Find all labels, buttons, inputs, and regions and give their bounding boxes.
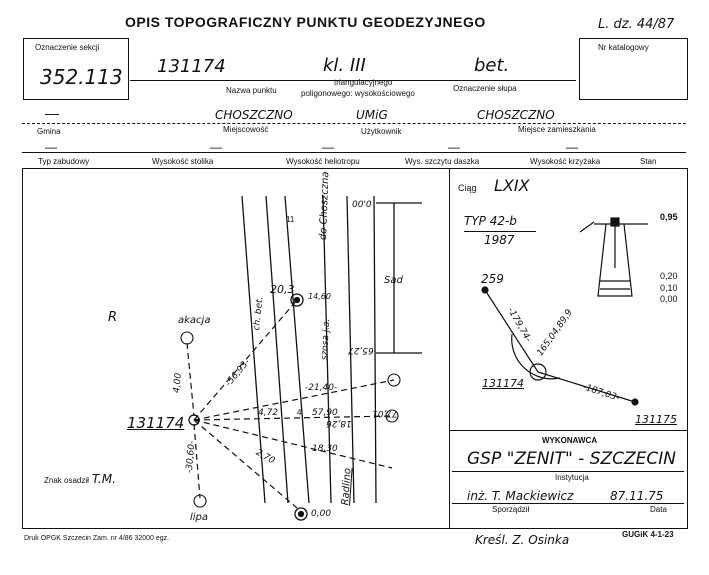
network-point-131174: 131174 [482, 377, 524, 390]
table-height-value: — [210, 140, 222, 154]
height-4: 0,00 [660, 294, 678, 304]
section-box [23, 38, 129, 100]
print-info: Druk OPGK Szczecin Zam. nr 4/86 32000 egz. [24, 535, 170, 542]
val-11: 11 [286, 215, 295, 224]
page-title: OPIS TOPOGRAFICZNY PUNKTU GEODEZYJNEGO [125, 14, 486, 30]
ciag-value: LXIX [494, 176, 530, 195]
point-class: kl. III [323, 55, 366, 76]
heliotrope-label: Wysokość heliotropu [286, 157, 360, 166]
cross-height-label: Wysokość krzyżaka [530, 157, 601, 166]
location-sketch [22, 168, 450, 528]
val-65-27: 65,27 [348, 345, 374, 355]
section-value: 352.113 [40, 65, 123, 89]
heliotrope-value: — [322, 140, 334, 154]
execution-top-line [449, 430, 687, 431]
execution-company: GSP "ZENIT" - SZCZECIN [467, 449, 676, 469]
road-label-2: szosa j.a. [320, 318, 333, 361]
author-label: Sporządził [492, 505, 530, 514]
point-name-label: Nazwa punktu [226, 86, 277, 95]
val-4-72: 4,72 [258, 408, 279, 418]
execution-author: inż. T. Mackiewicz [467, 489, 574, 503]
network-distance-1: -179,74- [505, 306, 533, 344]
val-0-00: 0,00 [311, 509, 332, 519]
build-row-line [22, 152, 686, 153]
catalog-label: Nr katalogowy [598, 43, 649, 52]
val-18-26: 18,26 [326, 418, 352, 428]
gmina-label: Gmina [37, 127, 61, 136]
post-label: Oznaczenie słupa [453, 84, 517, 93]
road-label-3: do Choszczna [318, 171, 332, 241]
val-18-30: 18,30 [312, 444, 338, 454]
height-1: 0,95 [660, 212, 678, 222]
gmina-value: — [45, 105, 59, 121]
val-20-3: 20,3 [270, 283, 295, 296]
signature-value: T.M. [92, 472, 116, 486]
institution-label: Instytucja [555, 473, 589, 482]
val-2-70: 2,70 [253, 447, 277, 467]
val-4-00: 4,00 [172, 372, 184, 394]
point-number: 131174 [157, 56, 226, 77]
table-height-label: Wysokość stolika [152, 157, 214, 166]
state-label: Stan [640, 157, 657, 166]
user-value: UMiG [356, 108, 388, 122]
height-3: 0,10 [660, 283, 678, 293]
cross-height-value: — [566, 140, 578, 154]
val-56-93: -56,93- [223, 357, 253, 389]
residence-value: CHOSZCZNO [477, 108, 555, 122]
catalog-box [579, 38, 688, 100]
build-type-label: Typ zabudowy [38, 157, 90, 166]
drawn-by: Kreśl. Z. Osinka [475, 533, 570, 547]
doc-number: L. dz. 44/87 [598, 17, 675, 32]
build-type-value: — [45, 140, 57, 154]
height-2: 0,20 [660, 271, 678, 281]
location-row-line [22, 123, 686, 124]
residence-label: Miejsce zamieszkania [518, 125, 596, 134]
val-14-60: 14,60 [308, 292, 331, 301]
network-angle: 165,04,89,9 [535, 307, 575, 359]
road-label-4: Radlino [340, 467, 354, 506]
network-point-131175: 131175 [635, 413, 677, 426]
network-diagram [450, 280, 686, 430]
type-divider [464, 231, 536, 232]
signature-label: Znak osadził [44, 476, 89, 485]
user-label: Użytkownik [361, 127, 402, 136]
network-label-2: poligonowego: wysokościowego [301, 89, 415, 98]
sad-label: Sad [384, 275, 403, 286]
network-distance-2: -187,03- [581, 382, 621, 404]
network-point-259: 259 [481, 272, 504, 286]
lipa-label: lipa [190, 512, 209, 523]
execution-date: 87.11.75 [610, 489, 664, 503]
type-label: TYP 42-b [464, 214, 517, 228]
val-0: 00'0 [352, 200, 372, 210]
main-point-label: 131174 [127, 414, 185, 432]
val-30-60: -30,60- [184, 440, 198, 474]
ciag-label: Ciąg [458, 183, 477, 193]
post-type: bet. [474, 55, 510, 76]
akacja-label: akacja [178, 315, 211, 326]
city-value: CHOSZCZNO [215, 108, 293, 122]
roof-height-label: Wys. szczytu daszka [405, 157, 480, 166]
city-label: Miejscowość [223, 125, 269, 134]
type-year: 1987 [484, 233, 515, 247]
form-code: GUGiK 4-1-23 [622, 530, 674, 539]
author-line [452, 503, 684, 504]
val-21-40: -21,40- [305, 383, 338, 393]
val-57-90: 57,90 [312, 408, 338, 418]
val-4: 4 [297, 408, 302, 417]
network-label-1: triangulacyjnego [334, 78, 393, 87]
roof-height-value: — [448, 140, 460, 154]
road-label-1: ch. bet. [252, 296, 266, 332]
r-label: R [108, 310, 118, 325]
val-77-01: 77,01 [372, 408, 398, 418]
section-label: Oznaczenie sekcji [35, 43, 100, 52]
company-line [452, 471, 684, 472]
execution-label: WYKONAWCA [542, 436, 598, 445]
date-label: Data [650, 505, 667, 514]
